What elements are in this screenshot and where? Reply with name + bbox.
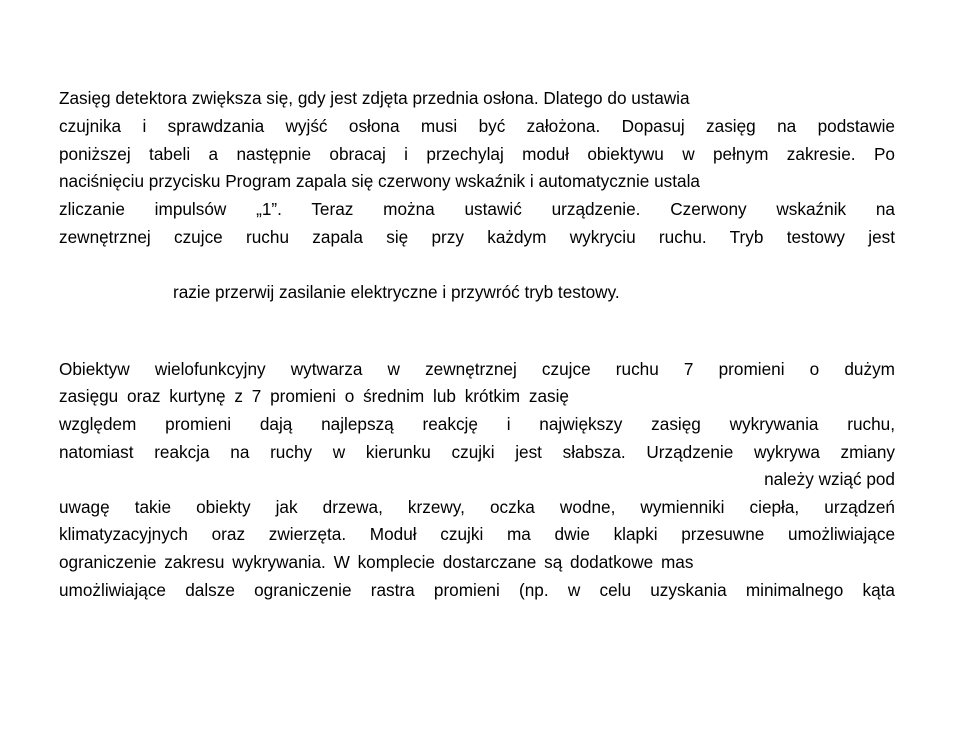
paragraph-2-line-6: uwagę takie obiekty jak drzewa, krzewy, oczka wodne, wymienniki ciepła, urządzeń [59,497,895,517]
paragraph-1-line-3: poniższej tabeli a następnie obracaj i przechylaj moduł obiektywu w pełnym zakresie. Po [59,144,895,164]
paragraph-2-line-3: względem promieni dają najlepszą reakcję i największy zasięg wykrywania ruchu, [59,414,895,434]
paragraph-2-line-7: klimatyzacyjnych oraz zwierzęta. Moduł czujki ma dwie klapki przesuwne umożliwiające [59,524,895,544]
paragraph-2-line-9: umożliwiające dalsze ograniczenie rastra promieni (np. w celu uzyskania minimalnego kąta [59,580,895,600]
paragraph-1-line-5: zliczanie impulsów „1”. Teraz można ustawić urządzenie. Czerwony wskaźnik na [59,199,895,219]
paragraph-1-line-6: zewnętrznej czujce ruchu zapala się przy każdym wykryciu ruchu. Tryb testowy jest [59,227,895,247]
paragraph-2-line-8: ograniczenie zakresu wykrywania. W komplecie dostarczane są dodatkowe mas [59,552,694,572]
paragraph-1-line-7: razie przerwij zasilanie elektryczne i przywróć tryb testowy. [173,282,620,302]
paragraph-2-line-5: należy wziąć pod [764,469,895,489]
paragraph-2-line-1: Obiektyw wielofunkcyjny wytwarza w zewnętrznej czujce ruchu 7 promieni o dużym [59,359,895,379]
paragraph-1-line-1: Zasięg detektora zwiększa się, gdy jest zdjęta przednia osłona. Dlatego do ustawia [59,88,690,108]
paragraph-1-line-4: naciśnięciu przycisku Program zapala się czerwony wskaźnik i automatycznie ustala [59,171,700,191]
paragraph-1-line-2: czujnika i sprawdzania wyjść osłona musi być założona. Dopasuj zasięg na podstawie [59,116,895,136]
paragraph-2-line-2: zasięgu oraz kurtynę z 7 promieni o średnim lub krótkim zasię [59,386,569,406]
paragraph-2-line-4: natomiast reakcja na ruchy w kierunku czujki jest słabsza. Urządzenie wykrywa zmiany [59,442,895,462]
